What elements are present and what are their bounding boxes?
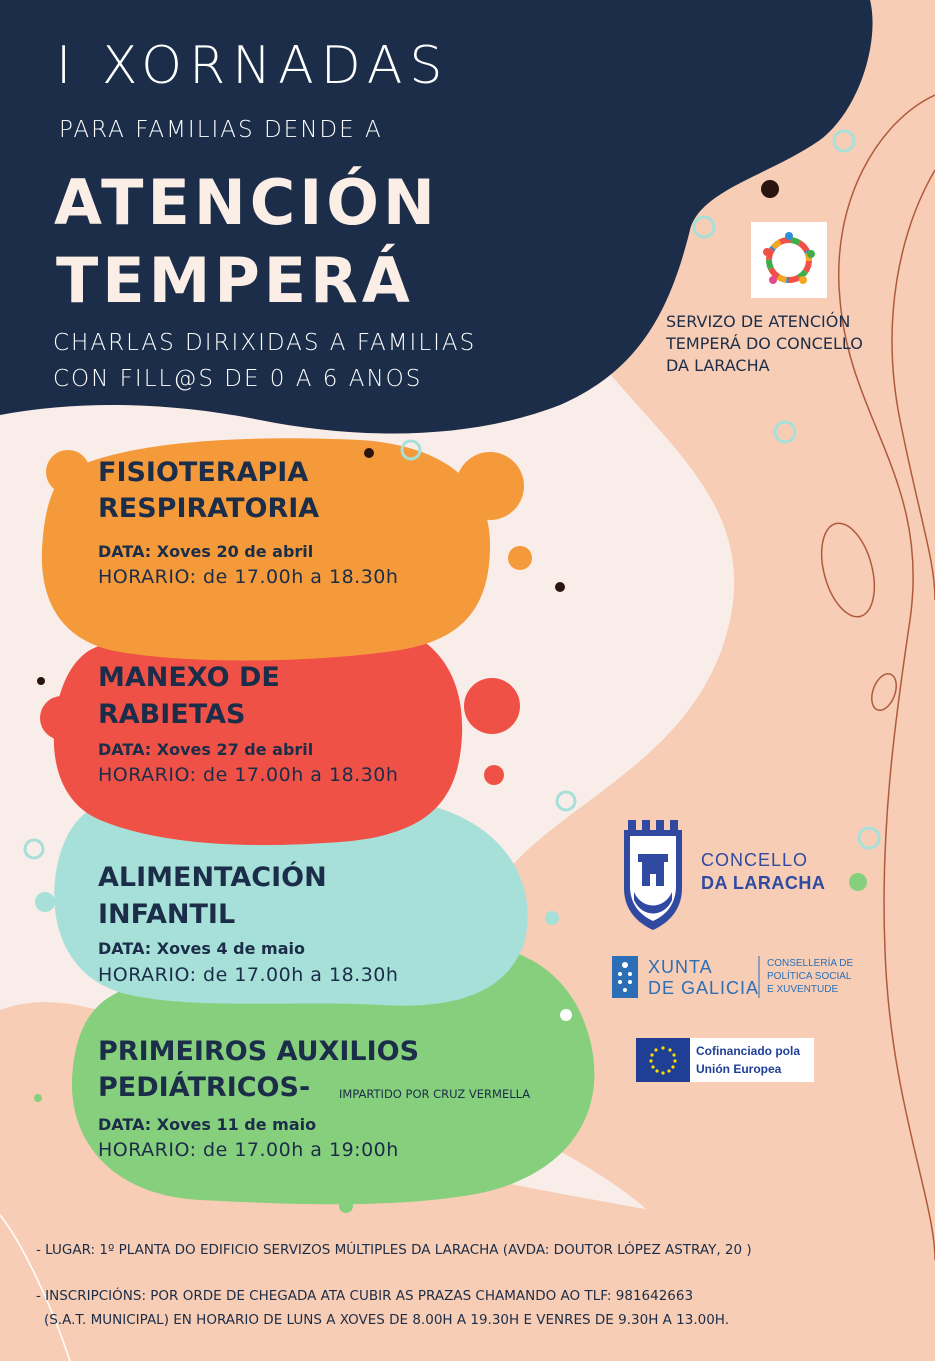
header-line1: I XORNADAS: [56, 36, 450, 96]
conselleria-line2: POLÍTICA SOCIAL: [767, 971, 852, 982]
dot-red-large: [464, 678, 520, 734]
main-title-line1: ATENCIÓN: [54, 166, 439, 239]
xunta-line1: XUNTA: [648, 957, 713, 977]
footer-registration-line2: (S.A.T. MUNICIPAL) EN HORARIO DE LUNS A XOVES DE 8.00H A 19.30H E VENRES DE 9.30H A 13.00H.: [44, 1312, 730, 1328]
red-blob-bump: [40, 696, 84, 740]
dot-green-2: [339, 1199, 353, 1213]
xunta-line2: DE GALICIA: [648, 978, 760, 998]
subtitle-line2: CON FILL@S DE 0 A 6 ANOS: [53, 366, 423, 392]
service-line1: SERVIZO DE ATENCIÓN: [666, 312, 851, 331]
ring-7: [25, 840, 43, 858]
event-date: DATA: Xoves 4 de maio: [98, 939, 305, 958]
event-title-line2: RESPIRATORIA: [98, 493, 320, 524]
dot-navy-2: [364, 448, 374, 458]
xunta-emblem: [612, 956, 638, 998]
subtitle-line1: CHARLAS DIRIXIDAS A FAMILIAS: [53, 330, 477, 356]
service-line3: DA LARACHA: [666, 356, 770, 375]
event-date: DATA: Xoves 20 de abril: [98, 542, 314, 561]
concello-line1: CONCELLO: [701, 850, 809, 870]
dot-navy-3: [555, 582, 565, 592]
dot-mint-1: [35, 892, 55, 912]
main-title-line2: TEMPERÁ: [56, 244, 414, 317]
event-title-line1: PRIMEIROS AUXILIOS: [98, 1036, 420, 1067]
event-note: IMPARTIDO POR CRUZ VERMELLA: [339, 1087, 531, 1101]
concello-shield: [624, 820, 682, 930]
dot-navy-4: [37, 677, 45, 685]
event-title-line2: PEDIÁTRICOS-: [98, 1072, 311, 1103]
footer-registration-line1: - INSCRIPCIÓNS: POR ORDE DE CHEGADA ATA CUBIR AS PRAZAS CHAMANDO AO TLF: 981642663: [36, 1288, 694, 1304]
dot-orange: [508, 546, 532, 570]
footer-place: - LUGAR: 1º PLANTA DO EDIFICIO SERVIZOS MÚLTIPLES DA LARACHA (AVDA: DOUTOR LÓPEZ ASTRAY, 20 ): [36, 1242, 752, 1258]
event-date: DATA: Xoves 27 de abril: [98, 740, 314, 759]
conselleria-line3: E XUVENTUDE: [767, 984, 839, 995]
conselleria-line1: CONSELLERÍA DE: [767, 958, 854, 969]
event-title-line1: FISIOTERAPIA: [98, 457, 309, 488]
event-title-line1: ALIMENTACIÓN: [98, 862, 327, 893]
header-line2: PARA FAMILIAS DENDE A: [59, 117, 383, 143]
event-time: HORARIO: de 17.00h a 19:00h: [98, 1139, 399, 1161]
event-title-line1: MANEXO DE: [98, 662, 280, 693]
event-time: HORARIO: de 17.00h a 18.30h: [98, 964, 399, 986]
service-line2: TEMPERÁ DO CONCELLO: [666, 334, 863, 353]
concello-line2: DA LARACHA: [701, 873, 826, 893]
dot-green-4: [34, 1094, 42, 1102]
eu-line1: Cofinanciado pola: [696, 1044, 801, 1058]
event-time: HORARIO: de 17.00h a 18.30h: [98, 566, 399, 588]
orange-blob-bump-left: [46, 450, 90, 494]
dot-green-1: [849, 873, 867, 891]
dot-red-small: [484, 765, 504, 785]
event-date: DATA: Xoves 11 de maio: [98, 1115, 317, 1134]
dot-mint-2: [545, 911, 559, 925]
eu-line2: Unión Europea: [696, 1062, 782, 1076]
ring-5: [557, 792, 575, 810]
service-logo: [751, 222, 827, 298]
orange-blob-bump-right: [456, 452, 524, 520]
event-time: HORARIO: de 17.00h a 18.30h: [98, 764, 399, 786]
event-title-line2: RABIETAS: [98, 699, 246, 730]
dot-navy-1: [761, 180, 779, 198]
eu-flag: [636, 1038, 690, 1082]
event-title-line2: INFANTIL: [98, 899, 236, 930]
dot-white: [560, 1009, 572, 1021]
dot-green-3: [527, 1156, 537, 1166]
